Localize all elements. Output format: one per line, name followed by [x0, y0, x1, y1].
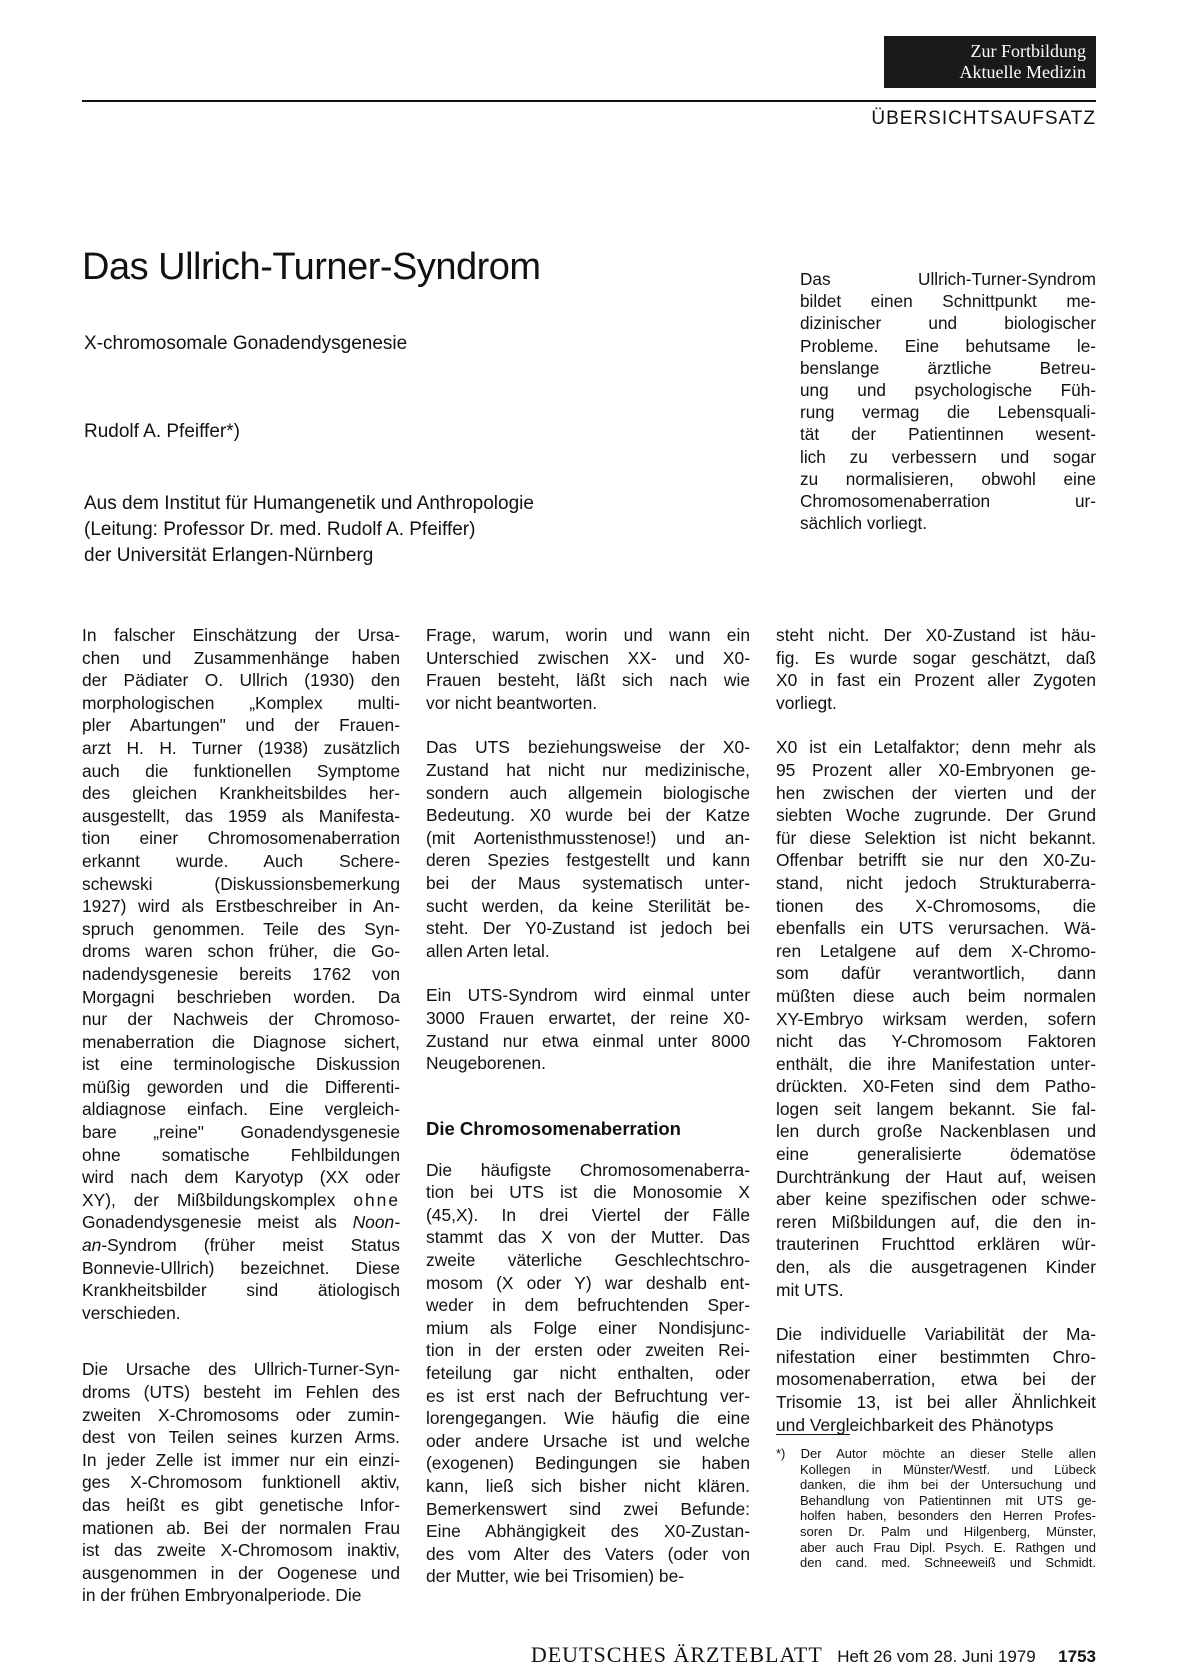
header-rule: [82, 100, 1096, 102]
text-line: aldiagnose einfach. Eine vergleich-: [82, 1099, 400, 1120]
paragraph: [82, 624, 400, 1324]
text-line: drückten. X0-Feten sind dem Patho-: [776, 1076, 1096, 1097]
paragraph: [776, 736, 1096, 1301]
text-line: weder in dem befruchtenden Sper-: [426, 1295, 750, 1316]
text-line: erkannt wurde. Auch Schere-: [82, 850, 400, 871]
text-line: Frage, warum, worin und wann ein: [426, 625, 750, 645]
text-line: des gleichen Krankheitsbildes her-: [82, 783, 400, 804]
abstract-line: rung vermag die Lebensquali-: [800, 402, 1096, 423]
text-line: ausgestellt, das 1959 als Manifesta-: [82, 805, 400, 826]
text-line: vorliegt.: [776, 692, 837, 713]
footnote: [776, 1446, 1096, 1571]
text-line: XY-Embryo wirksam werden, sofern: [776, 1008, 1096, 1029]
text-line: Bemerkenswert sind zwei Befunde:: [426, 1498, 750, 1519]
text-line: In jeder Zelle ist immer nur ein einzi-: [82, 1449, 400, 1470]
text-line: danken, die ihm bei der Untersuchung und: [800, 1477, 1096, 1493]
page-footer: [0, 1642, 1096, 1668]
text-line: stand, nicht jedoch Strukturaberra-: [776, 872, 1096, 893]
text-line: den cand. med. Schneeweiß und Schmidt.: [800, 1555, 1096, 1571]
text-line: sucht werden, da keine Sterilität be-: [426, 895, 750, 916]
text-line: (exogenen) Bedingungen sie haben: [426, 1453, 750, 1474]
page-number: 1753: [1058, 1647, 1096, 1666]
text-line: soren Dr. Palm und Hilgenberg, Münster,: [800, 1523, 1096, 1539]
text-line: ren Letalgene auf dem X-Chromo-: [776, 940, 1096, 961]
text-line: Offenbar betrifft sie nur den X0-Zu-: [776, 850, 1096, 871]
text-line: Trisomie 13, ist bei aller Ähnlichkeit: [776, 1392, 1096, 1412]
text-line: arzt H. H. Turner (1938) zusätzlich: [82, 737, 400, 758]
author-affiliation: [84, 491, 534, 569]
text-line: siebten Woche zugrunde. Der Grund: [776, 805, 1096, 826]
text-line: ist das zweite X-Chromosom inaktiv,: [82, 1540, 400, 1561]
text-line: aber auch Frau Dipl. Psych. E. Rathgen und: [800, 1539, 1096, 1555]
paragraph: [776, 624, 1096, 714]
text-line: der Mutter, wie bei Trisomien) be-: [426, 1566, 685, 1587]
text-line: Eine Abhängigkeit des X0-Zustan-: [426, 1521, 750, 1542]
paragraph: [82, 1358, 400, 1607]
text-line: Gonadendysgenesie meist als Noon-: [82, 1212, 400, 1233]
text-line: Bonnevie-Ullrich) bezeichnet. Diese: [82, 1257, 400, 1278]
text-line: mosom (X oder Y) war deshalb ent-: [426, 1272, 750, 1293]
text-line: Frauen besteht, läßt sich nach wie: [426, 670, 750, 691]
text-line: Unterschied zwischen XX- und X0-: [426, 647, 750, 668]
text-line: und Vergleichbarkeit des Phänotyps: [776, 1414, 1054, 1435]
text-line: Durchtränkung der Haut auf, weisen: [776, 1166, 1096, 1187]
text-line: (45,X). In drei Viertel der Fälle: [426, 1204, 750, 1225]
badge-line-2: Aktuelle Medizin: [959, 62, 1086, 82]
text-line: tionen des X-Chromosoms, die: [776, 895, 1096, 916]
text-line: nicht das Y-Chromosom Faktoren: [776, 1031, 1096, 1052]
text-line: X0 ist ein Letalfaktor; denn mehr als: [776, 737, 1096, 758]
text-line: mium als Folge einer Nondisjunc-: [426, 1317, 750, 1338]
paragraph: [426, 736, 750, 962]
text-line: Das UTS beziehungsweise der X0-: [426, 737, 750, 758]
section-heading: Die Chromosomenaberration: [426, 1117, 681, 1139]
text-line: lorengegangen. Wie häufig die eine: [426, 1408, 750, 1429]
text-line: mit UTS.: [776, 1279, 844, 1300]
affiliation-line: Aus dem Institut für Humangenetik und Anthropologie: [84, 493, 534, 514]
text-line: für diese Selektion ist nicht bekannt.: [776, 827, 1096, 848]
section-label: ÜBERSICHTSAUFSATZ: [871, 108, 1096, 129]
text-line: Zustand hat nicht nur medizinische,: [426, 759, 750, 780]
text-line: In falscher Einschätzung der Ursa-: [82, 625, 400, 645]
text-line: XY), der Mißbildungskomplex ohne: [82, 1189, 400, 1210]
body-column-2: [426, 624, 750, 1588]
text-line: Die individuelle Variabilität der Ma-: [776, 1324, 1096, 1345]
abstract-line: tät der Patientinnen wesent-: [800, 424, 1096, 445]
text-line: der Pädiater O. Ullrich (1930) den: [82, 670, 400, 691]
text-line: in der frühen Embryonalperiode. Die: [82, 1585, 362, 1606]
body-column-3: [776, 624, 1096, 1436]
text-line: Die Ursache des Ullrich-Turner-Syn-: [82, 1359, 400, 1380]
text-line: nifestation einer bestimmten Chro-: [776, 1346, 1096, 1367]
text-line: Morgagni beschrieben worden. Da: [82, 986, 400, 1007]
abstract-line: zu normalisieren, obwohl eine: [800, 468, 1096, 489]
text-line: ebenfalls ein UTS verursachen. Wä-: [776, 918, 1096, 939]
text-line: trauterinen Fruchttod erklären wür-: [776, 1234, 1096, 1255]
abstract-line: dizinischer und biologischer: [800, 313, 1096, 334]
section-badge: [884, 36, 1096, 88]
text-line: an-Syndrom (früher meist Status: [82, 1235, 400, 1256]
text-line: *) Der Autor möchte an dieser Stelle allen: [776, 1446, 1096, 1461]
text-line: aber keine spezifischen oder schwe-: [776, 1189, 1096, 1210]
text-line: müßig geworden und die Differenti-: [82, 1076, 400, 1097]
text-line: den, als die ausgetragenen Kinder: [776, 1257, 1096, 1278]
text-line: eine generalisierte ödematöse: [776, 1144, 1096, 1165]
paragraph: [426, 984, 750, 1074]
text-line: allen Arten letal.: [426, 940, 550, 961]
footnote-rule: [776, 1434, 850, 1435]
text-line: 1927) wird als Erstbeschreiber in An-: [82, 896, 400, 917]
text-line: kann, ließ sich bisher nicht klären.: [426, 1476, 750, 1496]
text-line: Zustand nur etwa einmal unter 8000: [426, 1030, 750, 1051]
text-line: das heißt es gibt genetische Infor-: [82, 1494, 400, 1515]
text-line: som dafür verantwortlich, dann: [776, 963, 1096, 984]
text-line: tion in der ersten oder zweiten Rei-: [426, 1340, 750, 1361]
text-line: ges X-Chromosom funktionell aktiv,: [82, 1472, 400, 1493]
text-line: tion einer Chromosomenaberration: [82, 828, 400, 849]
text-line: reren Mißbildungen auf, die den in-: [776, 1211, 1096, 1232]
text-line: ausgenommen in der Oogenese und: [82, 1562, 400, 1583]
text-line: stammt das X von der Mutter. Das: [426, 1227, 750, 1248]
emphasis-italic: Noon-: [352, 1212, 400, 1233]
abstract-line: sächlich vorliegt.: [800, 513, 928, 534]
journal-name: DEUTSCHES ÄRZTEBLATT: [530, 1642, 823, 1667]
text-line: oder andere Ursache ist und welche: [426, 1430, 750, 1451]
issue-info: Heft 26 vom 28. Juni 1979: [837, 1647, 1036, 1666]
text-line: (mit Aortenisthmusstenose!) und an-: [426, 827, 750, 848]
text-line: Behandlung von Patientinnen mit UTS ge-: [800, 1492, 1096, 1508]
text-line: bei der Maus systematisch unter-: [426, 872, 750, 893]
affiliation-line: der Universität Erlangen-Nürnberg: [84, 545, 374, 566]
text-line: nadendysgenesie bereits 1762 von: [82, 963, 400, 984]
text-line: Neugeborenen.: [426, 1053, 546, 1074]
text-line: fig. Es wurde sogar geschätzt, daß: [776, 647, 1096, 668]
abstract-line: ung und psychologische Füh-: [800, 380, 1096, 401]
text-line: bare „reine" Gonadendysgenesie: [82, 1122, 400, 1143]
text-line: zweite väterliche Geschlechtschro-: [426, 1250, 750, 1271]
emphasis-italic: an: [82, 1235, 102, 1256]
text-line: auch die funktionellen Symptome: [82, 760, 400, 781]
text-line: logen seit langem bekannt. Sie fal-: [776, 1098, 1096, 1119]
text-line: nur der Nachweis der Chromoso-: [82, 1009, 400, 1030]
abstract-line: lich zu verbessern und sogar: [800, 446, 1096, 467]
text-line: droms waren schon früher, die Go-: [82, 941, 400, 962]
affiliation-line: (Leitung: Professor Dr. med. Rudolf A. Pfeiffer): [84, 519, 476, 540]
text-line: deren Spezies festgestellt und kann: [426, 850, 750, 871]
text-line: Kollegen in Münster/Westf. und Lübeck: [800, 1461, 1096, 1477]
text-line: es ist erst nach der Befruchtung ver-: [426, 1385, 750, 1406]
text-line: feteilung gar nicht enthalten, oder: [426, 1363, 750, 1384]
text-line: mosomenaberration, etwa bei der: [776, 1369, 1096, 1390]
text-line: len durch große Nackenblasen und: [776, 1121, 1096, 1142]
text-line: sondern auch allgemein biologische: [426, 782, 750, 803]
text-line: Krankheitsbilder sind ätiologisch: [82, 1280, 400, 1301]
text-line: verschieden.: [82, 1302, 181, 1323]
abstract-line: Das Ullrich-Turner-Syndrom: [800, 269, 1096, 289]
text-line: dest von Teilen seines kurzen Arms.: [82, 1427, 400, 1448]
paragraph: [426, 624, 750, 714]
abstract: [800, 268, 1096, 534]
text-line: des vom Alter des Vaters (oder von: [426, 1543, 750, 1564]
article-subtitle: X-chromosomale Gonadendysgenesie: [84, 333, 408, 354]
text-line: tion bei UTS ist die Monosomie X: [426, 1182, 750, 1203]
paragraph: [426, 1159, 750, 1588]
text-line: ist eine terminologische Diskussion: [82, 1054, 400, 1075]
text-line: 3000 Frauen erwartet, der reine X0-: [426, 1007, 750, 1028]
text-line: pler Abartungen" und der Frauen-: [82, 715, 400, 736]
abstract-line: Chromosomenaberration ur-: [800, 491, 1096, 512]
text-line: menaberration die Diagnose sichert,: [82, 1031, 400, 1052]
text-line: 95 Prozent aller X0-Embryonen ge-: [776, 759, 1096, 780]
text-line: Die häufigste Chromosomenaberra-: [426, 1159, 750, 1180]
text-line: morphologischen „Komplex multi-: [82, 692, 400, 713]
body-column-1: [82, 624, 400, 1607]
abstract-line: Probleme. Eine behutsame le-: [800, 335, 1096, 356]
text-line: holfen haben, besonders den Herren Profes-: [800, 1508, 1096, 1524]
abstract-line: bildet einen Schnittpunkt me-: [800, 291, 1096, 312]
article-title: Das Ullrich-Turner-Syndrom: [82, 246, 541, 288]
text-line: müßten diese auch beim normalen: [776, 985, 1096, 1006]
text-line: X0 in fast ein Prozent aller Zygoten: [776, 670, 1096, 691]
text-line: enthält, die ihre Manifestation unter-: [776, 1053, 1096, 1074]
text-line: hen zwischen der vierten und der: [776, 782, 1096, 803]
text-line: vor nicht beantworten.: [426, 692, 598, 713]
text-line: wird nach dem Karyotyp (XX oder: [82, 1167, 400, 1188]
text-line: schewski (Diskussionsbemerkung: [82, 873, 400, 894]
text-line: ohne somatische Fehlbildungen: [82, 1144, 400, 1165]
text-line: zweiten X-Chromosoms oder zumin-: [82, 1404, 400, 1425]
text-line: Ein UTS-Syndrom wird einmal unter: [426, 985, 750, 1006]
text-line: steht nicht. Der X0-Zustand ist häu-: [776, 625, 1096, 645]
text-line: droms (UTS) besteht im Fehlen des: [82, 1382, 400, 1402]
text-line: Bedeutung. X0 wurde bei der Katze: [426, 805, 750, 826]
paragraph: [776, 1323, 1096, 1436]
text-line: spruch genommen. Teile des Syn-: [82, 918, 400, 939]
text-line: steht. Der Y0-Zustand ist jedoch bei: [426, 918, 750, 939]
badge-line-1: Zur Fortbildung: [970, 41, 1086, 61]
abstract-line: benslange ärztliche Betreu-: [800, 357, 1096, 378]
article-author: Rudolf A. Pfeiffer*): [84, 421, 240, 442]
text-line: mationen ab. Bei der normalen Frau: [82, 1517, 400, 1538]
text-line: chen und Zusammenhänge haben: [82, 647, 400, 668]
emphasis-spaced: ohne: [353, 1189, 400, 1210]
